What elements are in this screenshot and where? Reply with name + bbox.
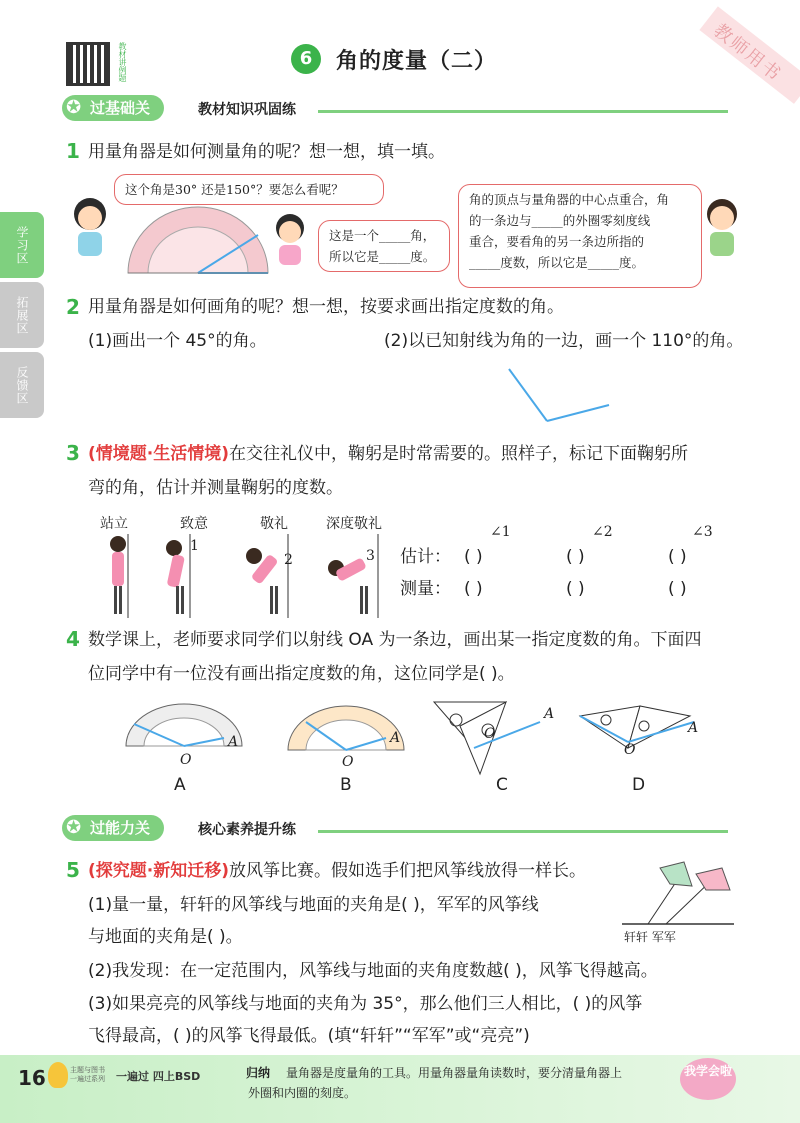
pose-label-deep: 深度敬礼 <box>326 516 382 532</box>
divider <box>318 830 728 833</box>
pose-mark-1: 1 <box>190 538 199 554</box>
summary-line1: 量角器是度量角的工具。用量角器量角读数时，要分清量角器上 <box>286 1066 623 1080</box>
q5-tag: (探究题·新知迁移) <box>88 861 229 881</box>
boy-illustration <box>700 196 744 258</box>
kite-labels: 轩轩 军军 <box>624 930 676 944</box>
estimate-answer-1[interactable]: ( ) <box>464 547 483 567</box>
pose-label-greet: 致意 <box>180 516 208 532</box>
q5-sub1-line2: 与地面的夹角是( )。 <box>88 927 243 947</box>
q2-text: 用量角器是如何画角的呢？想一想，按要求画出指定度数的角。 <box>88 297 564 317</box>
q4-choice-b[interactable]: B <box>340 775 352 795</box>
q5-line: (探究题·新知迁移)放风筝比赛。假如选手们把风筝线放得一样长。 <box>88 861 586 881</box>
q4-choice-d[interactable]: D <box>632 775 646 795</box>
measure-answer-1[interactable]: ( ) <box>464 579 483 599</box>
section-basic-subtitle: 教材知识巩固练 <box>198 102 296 118</box>
section-ability <box>62 815 734 841</box>
pose-label-salute: 敬礼 <box>260 516 288 532</box>
section-ability-pill: 过能力关 <box>62 815 164 841</box>
q5-number: 5 <box>66 858 80 882</box>
q4-point-a-d: A <box>688 720 699 736</box>
section-basic-pill: 过基础关 <box>62 95 164 121</box>
q4-number: 4 <box>66 627 80 651</box>
q4-choice-c[interactable]: C <box>496 775 508 795</box>
measure-label: 测量： <box>400 579 451 599</box>
q4-point-a-b: A <box>390 730 401 746</box>
star-icon: ✪ <box>66 817 82 838</box>
q1-number: 1 <box>66 139 80 163</box>
estimate-label: 估计： <box>400 547 451 567</box>
learned-badge[interactable]: 我学会啦 <box>680 1058 736 1100</box>
q4-choice-a[interactable]: A <box>174 775 186 795</box>
q1-text: 用量角器是如何测量角的呢？想一想，填一填。 <box>88 142 445 162</box>
measure-answer-2[interactable]: ( ) <box>566 579 585 599</box>
q2-number: 2 <box>66 295 80 319</box>
summary-line2: 外圈和内圈的刻度。 <box>248 1086 357 1100</box>
q5-sub1-line1: (1)量一量，轩轩的风筝线与地面的夹角是( )，军军的风筝线 <box>88 895 539 915</box>
q4-line2: 位同学中有一位没有画出指定度数的角，这位同学是( )。 <box>88 664 515 684</box>
summary-label: 归纳 <box>246 1066 271 1080</box>
girl-illustration <box>66 196 114 258</box>
q2-sub2: (2)以已知射线为角的一边，画一个 110°的角。 <box>384 331 744 351</box>
q4-point-o-a: O <box>180 752 192 768</box>
estimate-answer-3[interactable]: ( ) <box>668 547 687 567</box>
measure-answer-3[interactable]: ( ) <box>668 579 687 599</box>
brand-small: 主题与图书 一遍过系列 <box>70 1066 105 1083</box>
q5-sub2: (2)我发现：在一定范围内，风筝线与地面的夹角度数越( )，风筝飞得越高。 <box>88 961 658 981</box>
divider <box>318 110 728 113</box>
q3-line1: (情境题·生活情境)在交往礼仪中，鞠躬是时常需要的。照样子，标记下面鞠躬所 <box>88 444 688 464</box>
angle-label-3: ∠3 <box>692 524 713 540</box>
teacher-watermark: 教师用书 <box>651 0 787 131</box>
q1-bubble-mid: 这是一个_____角， 所以它是_____度。 <box>318 220 450 272</box>
q3-line2: 弯的角，估计并测量鞠躬的度数。 <box>88 478 343 498</box>
pose-label-stand: 站立 <box>100 516 128 532</box>
q5-sub3-line2: 飞得最高，( )的风筝飞得最低。(填“轩轩”“军军”或“亮亮”) <box>88 1026 530 1046</box>
protractor-large <box>124 205 274 281</box>
lesson-number-badge: 6 <box>291 44 321 74</box>
side-tab-study[interactable]: 学习区 <box>0 212 44 278</box>
section-ability-subtitle: 核心素养提升练 <box>198 822 296 838</box>
page-number: 16 <box>18 1066 46 1090</box>
q4-point-o-b: O <box>342 754 354 770</box>
section-basic <box>62 95 734 121</box>
mascot-icon <box>48 1062 68 1088</box>
qr-caption: 教材讲例题 <box>118 42 127 82</box>
angle-label-2: ∠2 <box>592 524 613 540</box>
kite-illustration <box>618 856 738 928</box>
q5-sub3-line1: (3)如果亮亮的风筝线与地面的夹角为 35°，那么他们三人相比，( )的风筝 <box>88 994 643 1014</box>
qr-code <box>66 42 110 86</box>
q4-point-a-a: A <box>228 734 239 750</box>
page-title: 角的度量（二） <box>336 49 498 74</box>
q4-point-a-c: A <box>544 706 555 722</box>
girl-illustration-2 <box>268 212 312 268</box>
star-icon: ✪ <box>66 97 82 118</box>
q4-point-o-c: O <box>484 726 496 742</box>
pose-mark-3: 3 <box>366 548 375 564</box>
q1-bubble-right: 角的顶点与量角器的中心点重合，角 的一条边与_____的外圈零刻度线 重合，要看角的另一条边所指的 _____度数，所以它是_____度。 <box>458 184 702 288</box>
angle-label-1: ∠1 <box>490 524 511 540</box>
q1-bubble-left: 这个角是30° 还是150°？要怎么看呢？ <box>114 174 384 205</box>
pose-mark-2: 2 <box>284 552 293 568</box>
bowing-figures <box>98 530 390 622</box>
q3-tag: (情境题·生活情境) <box>88 444 229 464</box>
estimate-answer-2[interactable]: ( ) <box>566 547 585 567</box>
q4-line1: 数学课上，老师要求同学们以射线 OA 为一条边，画出某一指定度数的角。下面四 <box>88 630 702 650</box>
side-tab-feedback[interactable]: 反馈区 <box>0 352 44 418</box>
q4-point-o-d: O <box>624 742 636 758</box>
given-ray <box>505 365 615 425</box>
brand: 一遍过 四上BSD <box>116 1070 201 1083</box>
q2-sub1: (1)画出一个 45°的角。 <box>88 331 267 351</box>
q3-number: 3 <box>66 441 80 465</box>
side-tab-extend[interactable]: 拓展区 <box>0 282 44 348</box>
